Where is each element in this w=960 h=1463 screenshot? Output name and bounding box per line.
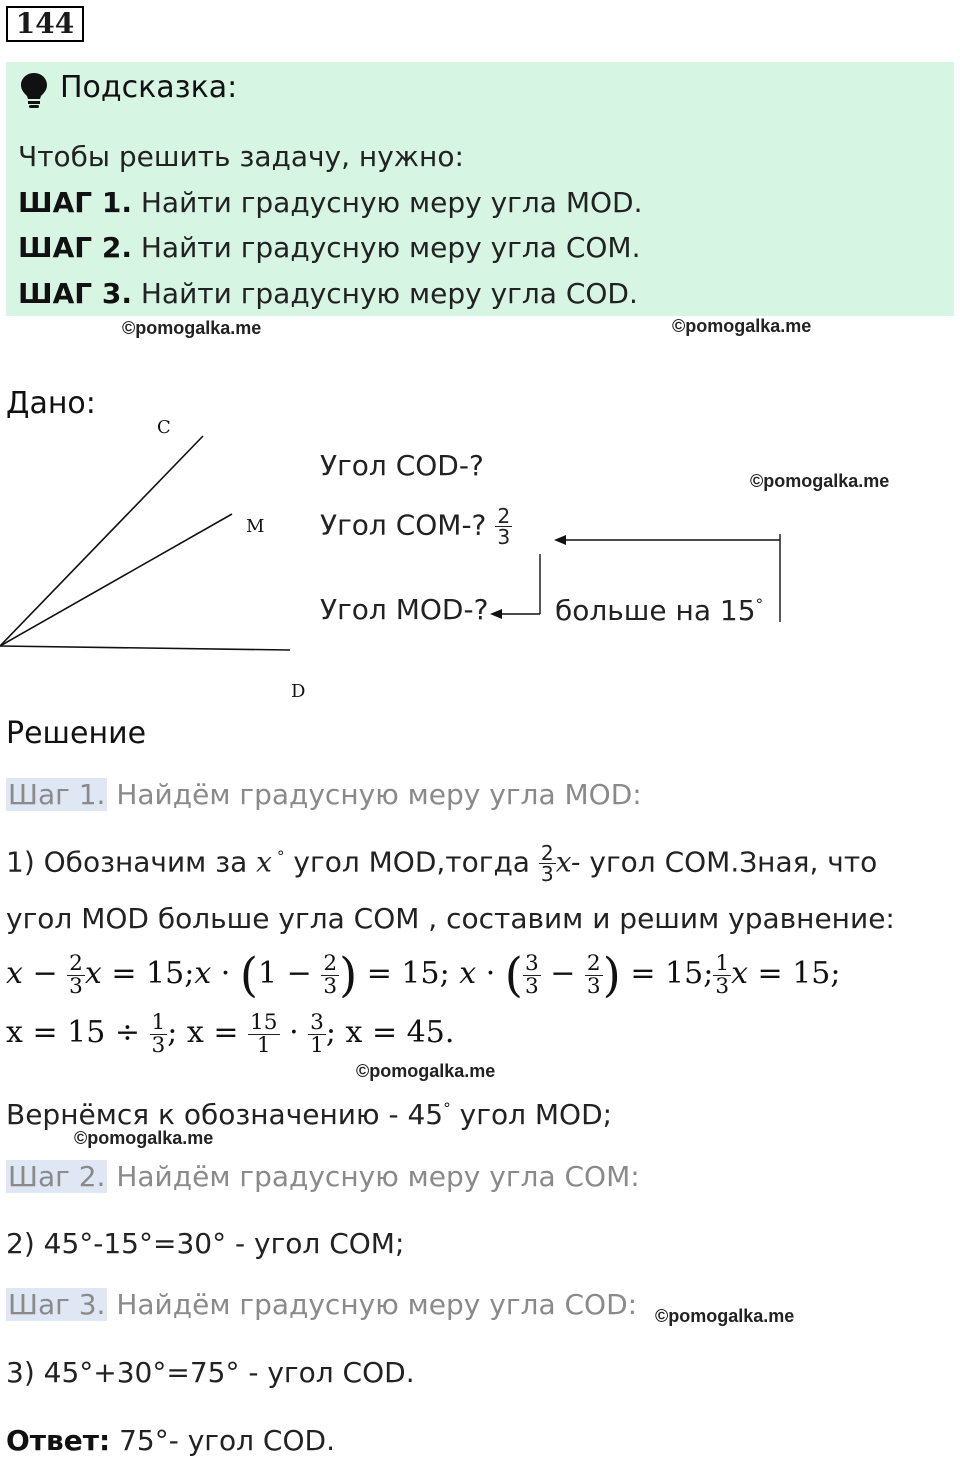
fraction (713, 950, 731, 999)
op: · (279, 1015, 309, 1051)
answer-text: 75°- угол COD. (110, 1424, 335, 1457)
degree-sign: ° (443, 1099, 451, 1118)
ray-om (0, 514, 232, 646)
hint-step-label: ШАГ 1. (18, 186, 132, 219)
fraction (321, 950, 339, 999)
numerator: 2 (497, 504, 511, 528)
paren: ( (239, 948, 258, 1002)
watermark: ©pomogalka.me (672, 316, 812, 336)
numerator: 2 (323, 950, 338, 976)
numerator: 2 (540, 841, 554, 865)
step-text: Найдём градусную меру угла COM: (107, 1160, 640, 1193)
given-title: Дано: (6, 386, 96, 421)
denominator: 3 (497, 525, 511, 550)
given-more-text: больше на 15 (555, 594, 756, 627)
hint-step-text: Найти градусную меру угла COD. (131, 277, 638, 310)
lightbulb-icon (20, 72, 48, 110)
expr: ; x = 45. (325, 1015, 455, 1051)
text: угол MOD,тогда (284, 845, 539, 879)
denominator: 3 (69, 973, 83, 999)
var-x: x (256, 845, 272, 879)
var-x: x (6, 956, 23, 991)
hint-step-2 (18, 231, 640, 264)
op: − (277, 956, 322, 991)
expr: x = 15 ÷ (6, 1015, 150, 1051)
fraction (539, 841, 556, 887)
text: угол MOD; (450, 1098, 613, 1131)
hint-step-1 (18, 186, 643, 219)
watermark: ©pomogalka.me (74, 1128, 214, 1148)
step-label: Шаг 3. (8, 1288, 106, 1321)
fraction (150, 1012, 168, 1056)
step-2-heading (6, 1160, 640, 1193)
hint-intro: Чтобы решить задачу, нужно: (18, 140, 464, 173)
hint-step-label: ШАГ 3. (18, 277, 132, 310)
step-2-calc: 2) 45°-15°=30° - угол COM; (6, 1227, 405, 1260)
text: угол COM.Зная, что (580, 845, 878, 879)
step-3-calc: 3) 45°+30°=75° - угол COD. (6, 1356, 415, 1389)
var-x: x (194, 956, 212, 991)
numerator: 1 (715, 950, 730, 976)
arrow-head-icon (554, 535, 566, 545)
num: 1 (258, 956, 278, 991)
op: = 15; (101, 956, 195, 991)
var-x: x- (555, 845, 581, 879)
watermark: ©pomogalka.me (655, 1306, 795, 1326)
denominator: 3 (540, 862, 554, 887)
op: − (22, 956, 68, 991)
hint-step-label: ШАГ 2. (18, 231, 132, 264)
hint-title: Подсказка: (60, 70, 238, 105)
hint-step-text: Найти градусную меру угла MOD. (131, 186, 643, 219)
fraction (585, 950, 603, 999)
denominator: 1 (310, 1032, 324, 1058)
arrow-head-icon (490, 609, 502, 619)
return-line (6, 1098, 612, 1131)
denominator: 3 (151, 1032, 166, 1058)
numerator: 15 (250, 1010, 278, 1035)
var-x: x (84, 956, 102, 991)
step-3-heading (6, 1288, 637, 1321)
expr: ; x = (167, 1015, 249, 1051)
op: = 15; (357, 956, 450, 991)
equation-line-1 (6, 948, 841, 1002)
answer-label: Ответ: (6, 1424, 111, 1457)
task-number: 144 (6, 6, 84, 42)
solution-line-1 (6, 841, 878, 887)
paren: ( (504, 948, 523, 1002)
relation-arrows (480, 520, 800, 630)
given-cod: Угол COD-? (320, 449, 484, 482)
solution-title: Решение (6, 716, 147, 751)
ray-oc (0, 436, 203, 646)
fraction (308, 1012, 326, 1056)
hint-step-text: Найти градусную меру угла COM. (131, 231, 641, 264)
watermark: ©pomogalka.me (356, 1061, 496, 1081)
fraction (67, 950, 85, 999)
step-text: Найдём градусную меру угла MOD: (107, 778, 642, 811)
step-text: Найдём градусную меру угла COD: (107, 1288, 638, 1321)
point-c-label: C (157, 417, 171, 438)
denominator: 3 (715, 973, 730, 999)
ray-od (0, 646, 290, 650)
angle-diagram (0, 410, 320, 710)
point-d-label: D (291, 681, 306, 702)
degree-sign: ° (271, 847, 285, 866)
step-label: Шаг 1. (8, 778, 106, 811)
var-x: x (731, 956, 748, 991)
degree-sign: ° (755, 595, 764, 614)
text: Вернёмся к обозначению - 45 (6, 1098, 444, 1131)
op: = 15; (748, 956, 841, 991)
op: − (540, 956, 585, 991)
answer-line (6, 1424, 335, 1457)
numerator: 2 (586, 950, 601, 976)
step-1-heading (6, 778, 642, 811)
text: 1) Обозначим за (6, 845, 257, 879)
solution-line-2: угол MOD больше угла COM , составим и решим уравнение: (6, 902, 895, 935)
op: · (476, 956, 505, 991)
numerator: 3 (524, 950, 539, 976)
given-com-text: Угол COM-? (320, 508, 487, 542)
numerator: 1 (151, 1010, 166, 1035)
fraction (248, 1012, 279, 1056)
op: = 15; (620, 956, 714, 991)
denominator: 3 (323, 973, 338, 999)
equation-line-2 (6, 1012, 454, 1056)
given-mod: Угол MOD-? (320, 593, 489, 626)
denominator: 1 (248, 1034, 279, 1057)
denominator: 3 (586, 973, 601, 999)
watermark: ©pomogalka.me (122, 318, 262, 338)
op: · (211, 956, 240, 991)
numerator: 3 (310, 1010, 324, 1035)
point-m-label: M (246, 516, 265, 537)
var-x: x (459, 956, 477, 991)
denominator: 3 (524, 973, 539, 999)
step-label: Шаг 2. (8, 1160, 106, 1193)
watermark: ©pomogalka.me (750, 471, 890, 491)
hint-step-3 (18, 277, 638, 310)
paren: ) (339, 948, 358, 1002)
paren: ) (602, 948, 621, 1002)
numerator: 2 (69, 950, 83, 976)
fraction (523, 950, 541, 999)
